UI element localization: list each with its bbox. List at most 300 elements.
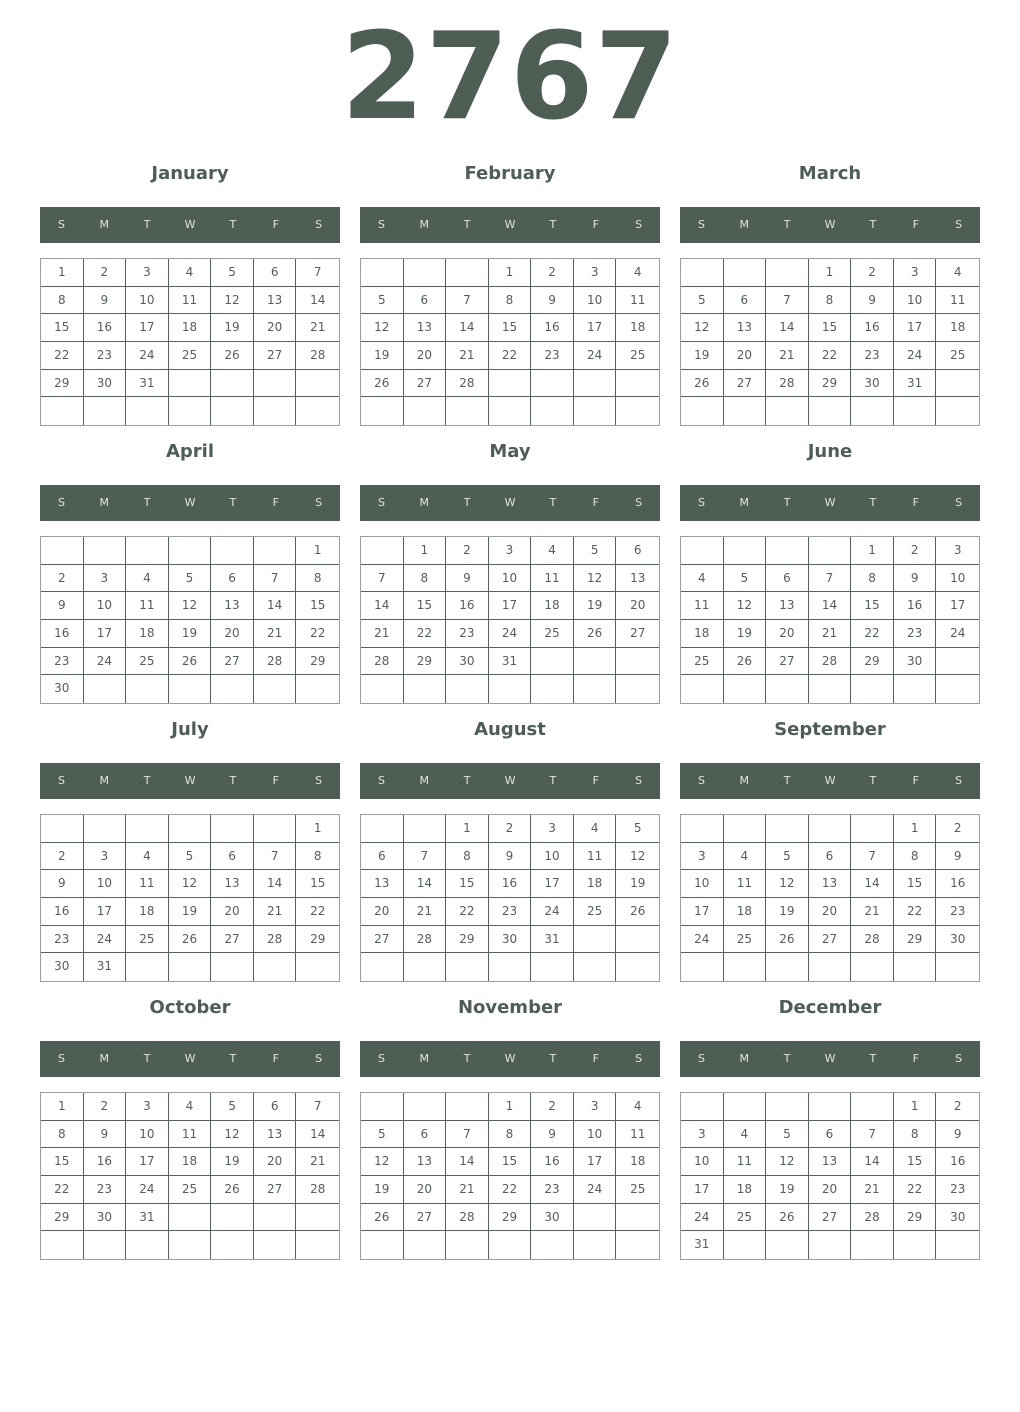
- weekday-label: M: [739, 218, 750, 231]
- day-cell: 30: [894, 648, 937, 676]
- weekday-label: T: [463, 496, 471, 509]
- day-cell: [724, 953, 767, 981]
- day-cell: 25: [531, 620, 574, 648]
- day-cell: 2: [84, 259, 127, 287]
- day-cell: 27: [724, 370, 767, 398]
- day-cell: [296, 370, 339, 398]
- day-cell: 6: [404, 1121, 447, 1149]
- day-cell: [446, 397, 489, 425]
- day-cell: [126, 537, 169, 565]
- day-cell: 4: [169, 259, 212, 287]
- day-cell: 20: [211, 898, 254, 926]
- day-cell: 9: [894, 565, 937, 593]
- day-cell: [211, 953, 254, 981]
- month-title: August: [474, 719, 546, 740]
- day-cell: 27: [616, 620, 659, 648]
- month-title: July: [171, 719, 209, 740]
- month-title: May: [489, 441, 531, 462]
- day-cell: 2: [446, 537, 489, 565]
- day-cell: 18: [531, 592, 574, 620]
- day-cell: [936, 370, 979, 398]
- day-cell: 22: [296, 620, 339, 648]
- day-cell: 24: [84, 926, 127, 954]
- day-cell: [766, 815, 809, 843]
- day-cell: [446, 259, 489, 287]
- month-title: March: [798, 163, 862, 184]
- day-cell: 8: [41, 287, 84, 315]
- day-cell: 11: [126, 592, 169, 620]
- day-cell: 25: [126, 648, 169, 676]
- day-cell: 31: [126, 370, 169, 398]
- day-cell: [766, 1231, 809, 1259]
- day-grid: [680, 536, 980, 704]
- day-cell: 10: [681, 870, 724, 898]
- day-grid: [40, 814, 340, 982]
- day-cell: 24: [489, 620, 532, 648]
- day-cell: 12: [766, 870, 809, 898]
- day-cell: 9: [851, 287, 894, 315]
- day-cell: [41, 537, 84, 565]
- day-cell: [169, 675, 212, 703]
- day-cell: [574, 648, 617, 676]
- day-cell: 2: [531, 259, 574, 287]
- day-cell: 10: [894, 287, 937, 315]
- day-cell: 31: [681, 1231, 724, 1259]
- day-cell: 6: [211, 565, 254, 593]
- day-cell: 1: [404, 537, 447, 565]
- day-cell: 8: [446, 843, 489, 871]
- day-cell: 15: [296, 870, 339, 898]
- day-cell: [169, 537, 212, 565]
- day-cell: 7: [851, 843, 894, 871]
- weekday-header: [680, 207, 980, 243]
- weekday-header: [680, 485, 980, 521]
- day-cell: 16: [531, 1148, 574, 1176]
- day-cell: 16: [936, 1148, 979, 1176]
- day-cell: [574, 397, 617, 425]
- day-cell: 27: [766, 648, 809, 676]
- weekday-header: [680, 1041, 980, 1077]
- day-cell: 9: [84, 1121, 127, 1149]
- day-cell: [851, 953, 894, 981]
- day-cell: 19: [211, 314, 254, 342]
- weekday-label: S: [377, 218, 385, 231]
- weekday-label: T: [783, 496, 791, 509]
- day-cell: 3: [126, 1093, 169, 1121]
- day-cell: 1: [894, 815, 937, 843]
- day-cell: 15: [809, 314, 852, 342]
- day-cell: 15: [489, 314, 532, 342]
- day-cell: 29: [41, 1204, 84, 1232]
- day-cell: [531, 1231, 574, 1259]
- weekday-label: W: [184, 218, 196, 231]
- day-cell: 24: [681, 926, 724, 954]
- weekday-label: T: [869, 218, 877, 231]
- day-cell: 5: [169, 565, 212, 593]
- day-cell: 14: [446, 1148, 489, 1176]
- day-cell: [296, 953, 339, 981]
- day-grid: [40, 258, 340, 426]
- weekday-label: S: [955, 1052, 963, 1065]
- weekday-label: F: [272, 774, 279, 787]
- weekday-header: [360, 1041, 660, 1077]
- weekday-label: S: [697, 774, 705, 787]
- day-cell: 12: [681, 314, 724, 342]
- day-cell: [531, 370, 574, 398]
- day-cell: [616, 675, 659, 703]
- day-cell: 6: [724, 287, 767, 315]
- day-cell: 12: [211, 287, 254, 315]
- day-cell: [41, 1231, 84, 1259]
- weekday-label: T: [229, 218, 237, 231]
- day-cell: [254, 1231, 297, 1259]
- month-november: [360, 994, 660, 1264]
- day-cell: 23: [531, 1176, 574, 1204]
- day-cell: 13: [616, 565, 659, 593]
- day-cell: [681, 815, 724, 843]
- day-cell: [169, 1231, 212, 1259]
- day-cell: 7: [446, 287, 489, 315]
- day-cell: 25: [681, 648, 724, 676]
- day-cell: [851, 1231, 894, 1259]
- day-cell: 5: [361, 1121, 404, 1149]
- weekday-label: T: [229, 1052, 237, 1065]
- day-cell: 27: [404, 370, 447, 398]
- day-cell: [126, 675, 169, 703]
- day-cell: 9: [84, 287, 127, 315]
- day-cell: 23: [936, 898, 979, 926]
- day-cell: 24: [936, 620, 979, 648]
- day-cell: 8: [41, 1121, 84, 1149]
- day-cell: 2: [936, 1093, 979, 1121]
- day-grid: [360, 536, 660, 704]
- day-cell: 8: [489, 287, 532, 315]
- day-cell: 3: [681, 843, 724, 871]
- day-cell: 16: [41, 898, 84, 926]
- day-cell: 29: [404, 648, 447, 676]
- day-cell: 29: [851, 648, 894, 676]
- day-cell: 10: [489, 565, 532, 593]
- weekday-label: F: [272, 496, 279, 509]
- day-cell: 14: [446, 314, 489, 342]
- weekday-label: M: [739, 774, 750, 787]
- day-cell: 10: [126, 287, 169, 315]
- day-cell: 4: [126, 565, 169, 593]
- day-cell: 7: [809, 565, 852, 593]
- day-cell: 19: [574, 592, 617, 620]
- day-cell: 31: [84, 953, 127, 981]
- day-cell: 30: [851, 370, 894, 398]
- month-october: [40, 994, 340, 1264]
- day-cell: 4: [574, 815, 617, 843]
- day-cell: [616, 397, 659, 425]
- day-cell: [574, 1204, 617, 1232]
- day-cell: [936, 675, 979, 703]
- weekday-label: F: [272, 218, 279, 231]
- day-cell: 31: [894, 370, 937, 398]
- day-cell: 7: [254, 565, 297, 593]
- day-cell: 10: [936, 565, 979, 593]
- day-cell: [894, 397, 937, 425]
- day-cell: 5: [681, 287, 724, 315]
- weekday-label: S: [57, 496, 65, 509]
- day-cell: 10: [531, 843, 574, 871]
- day-cell: [574, 926, 617, 954]
- day-cell: [84, 397, 127, 425]
- day-cell: 24: [681, 1204, 724, 1232]
- day-cell: 11: [724, 870, 767, 898]
- weekday-label: S: [57, 218, 65, 231]
- day-cell: 23: [489, 898, 532, 926]
- day-cell: 19: [361, 342, 404, 370]
- day-cell: 22: [446, 898, 489, 926]
- day-cell: [851, 1093, 894, 1121]
- day-cell: 5: [574, 537, 617, 565]
- day-cell: 14: [254, 592, 297, 620]
- day-cell: [84, 537, 127, 565]
- day-grid: [680, 814, 980, 982]
- day-cell: 25: [724, 1204, 767, 1232]
- day-cell: [254, 675, 297, 703]
- weekday-label: T: [549, 1052, 557, 1065]
- day-cell: [446, 953, 489, 981]
- day-cell: 6: [254, 259, 297, 287]
- month-title: November: [457, 997, 563, 1018]
- day-cell: 16: [851, 314, 894, 342]
- day-cell: [894, 1231, 937, 1259]
- day-cell: 30: [489, 926, 532, 954]
- weekday-header: [40, 207, 340, 243]
- day-cell: 1: [446, 815, 489, 843]
- day-cell: 7: [296, 259, 339, 287]
- day-cell: 21: [254, 620, 297, 648]
- day-cell: [404, 815, 447, 843]
- day-cell: 17: [84, 620, 127, 648]
- day-cell: 23: [894, 620, 937, 648]
- day-cell: 23: [446, 620, 489, 648]
- day-cell: 20: [211, 620, 254, 648]
- day-cell: 25: [616, 1176, 659, 1204]
- day-cell: 22: [851, 620, 894, 648]
- day-cell: 11: [724, 1148, 767, 1176]
- day-cell: 15: [41, 1148, 84, 1176]
- month-april: [40, 438, 340, 708]
- month-title: February: [464, 163, 556, 184]
- day-cell: 25: [169, 1176, 212, 1204]
- day-cell: 19: [169, 898, 212, 926]
- day-cell: 13: [724, 314, 767, 342]
- weekday-label: S: [315, 1052, 323, 1065]
- day-cell: 14: [851, 1148, 894, 1176]
- day-cell: 16: [894, 592, 937, 620]
- day-cell: [361, 1231, 404, 1259]
- day-cell: 7: [851, 1121, 894, 1149]
- day-cell: [809, 1231, 852, 1259]
- weekday-label: T: [229, 496, 237, 509]
- weekday-label: M: [99, 496, 110, 509]
- day-cell: 1: [894, 1093, 937, 1121]
- weekday-header: [680, 763, 980, 799]
- day-cell: [361, 537, 404, 565]
- weekday-label: M: [419, 496, 430, 509]
- day-cell: 26: [574, 620, 617, 648]
- day-cell: 30: [936, 1204, 979, 1232]
- day-cell: 17: [84, 898, 127, 926]
- day-cell: 7: [446, 1121, 489, 1149]
- day-cell: 25: [724, 926, 767, 954]
- weekday-label: W: [824, 1052, 836, 1065]
- day-cell: [404, 1093, 447, 1121]
- day-cell: 9: [41, 592, 84, 620]
- day-cell: 9: [41, 870, 84, 898]
- day-cell: 4: [169, 1093, 212, 1121]
- weekday-label: F: [912, 218, 919, 231]
- day-cell: 25: [169, 342, 212, 370]
- day-cell: [84, 815, 127, 843]
- day-cell: 23: [41, 648, 84, 676]
- day-cell: 3: [84, 565, 127, 593]
- day-cell: 28: [296, 1176, 339, 1204]
- day-cell: 1: [851, 537, 894, 565]
- day-cell: 12: [169, 592, 212, 620]
- day-cell: [296, 675, 339, 703]
- day-cell: 20: [361, 898, 404, 926]
- weekday-label: S: [315, 218, 323, 231]
- day-cell: [211, 815, 254, 843]
- day-cell: 9: [936, 843, 979, 871]
- day-cell: [489, 370, 532, 398]
- day-cell: 8: [404, 565, 447, 593]
- day-cell: 19: [766, 898, 809, 926]
- day-cell: 25: [936, 342, 979, 370]
- weekday-label: T: [783, 1052, 791, 1065]
- day-cell: 6: [809, 843, 852, 871]
- day-cell: [404, 259, 447, 287]
- weekday-label: S: [377, 774, 385, 787]
- day-cell: 5: [211, 1093, 254, 1121]
- day-cell: 6: [616, 537, 659, 565]
- day-cell: 15: [404, 592, 447, 620]
- day-cell: 30: [41, 953, 84, 981]
- day-cell: 4: [681, 565, 724, 593]
- day-cell: 21: [361, 620, 404, 648]
- day-cell: 10: [681, 1148, 724, 1176]
- day-cell: 21: [766, 342, 809, 370]
- day-cell: 22: [489, 1176, 532, 1204]
- day-cell: 26: [724, 648, 767, 676]
- day-cell: 17: [126, 1148, 169, 1176]
- day-cell: 21: [446, 1176, 489, 1204]
- day-cell: 11: [169, 1121, 212, 1149]
- day-cell: [169, 370, 212, 398]
- day-cell: [211, 1204, 254, 1232]
- day-cell: [724, 675, 767, 703]
- day-cell: [936, 397, 979, 425]
- day-cell: [169, 1204, 212, 1232]
- weekday-label: W: [184, 1052, 196, 1065]
- weekday-label: T: [869, 496, 877, 509]
- day-cell: 22: [296, 898, 339, 926]
- day-cell: 15: [446, 870, 489, 898]
- day-cell: [724, 1231, 767, 1259]
- day-cell: 14: [296, 287, 339, 315]
- day-cell: 26: [211, 1176, 254, 1204]
- weekday-label: F: [912, 1052, 919, 1065]
- day-cell: 1: [809, 259, 852, 287]
- month-june: [680, 438, 980, 708]
- day-cell: [894, 953, 937, 981]
- day-cell: 3: [489, 537, 532, 565]
- day-cell: 5: [766, 1121, 809, 1149]
- day-cell: 3: [936, 537, 979, 565]
- day-cell: 10: [574, 1121, 617, 1149]
- day-cell: 11: [616, 287, 659, 315]
- month-february: [360, 160, 660, 430]
- day-cell: 25: [126, 926, 169, 954]
- day-cell: 25: [616, 342, 659, 370]
- day-cell: 28: [296, 342, 339, 370]
- day-cell: 15: [489, 1148, 532, 1176]
- day-cell: [211, 370, 254, 398]
- weekday-label: W: [504, 774, 516, 787]
- day-cell: 14: [404, 870, 447, 898]
- day-cell: [254, 1204, 297, 1232]
- day-cell: 8: [894, 1121, 937, 1149]
- day-cell: [936, 1231, 979, 1259]
- day-cell: [361, 815, 404, 843]
- day-cell: 21: [254, 898, 297, 926]
- day-cell: [531, 648, 574, 676]
- day-cell: 22: [41, 342, 84, 370]
- day-cell: 10: [126, 1121, 169, 1149]
- weekday-label: S: [955, 496, 963, 509]
- day-grid: [40, 1092, 340, 1260]
- day-cell: 15: [851, 592, 894, 620]
- day-cell: 18: [169, 314, 212, 342]
- day-cell: 3: [531, 815, 574, 843]
- day-cell: 26: [211, 342, 254, 370]
- weekday-label: W: [184, 774, 196, 787]
- day-cell: 7: [254, 843, 297, 871]
- day-cell: 1: [296, 537, 339, 565]
- day-cell: 2: [41, 565, 84, 593]
- day-cell: [531, 397, 574, 425]
- day-cell: [616, 370, 659, 398]
- day-cell: 12: [724, 592, 767, 620]
- day-cell: [851, 815, 894, 843]
- day-cell: 27: [254, 1176, 297, 1204]
- day-cell: 7: [296, 1093, 339, 1121]
- month-july: [40, 716, 340, 986]
- day-cell: 26: [766, 1204, 809, 1232]
- day-cell: 18: [681, 620, 724, 648]
- day-cell: 28: [851, 1204, 894, 1232]
- day-cell: 7: [404, 843, 447, 871]
- day-cell: 23: [41, 926, 84, 954]
- weekday-label: M: [99, 774, 110, 787]
- day-cell: 28: [254, 926, 297, 954]
- weekday-header: [40, 1041, 340, 1077]
- day-cell: 3: [84, 843, 127, 871]
- weekday-label: S: [955, 218, 963, 231]
- day-cell: 30: [84, 1204, 127, 1232]
- day-cell: [361, 953, 404, 981]
- day-grid: [360, 258, 660, 426]
- day-cell: 17: [126, 314, 169, 342]
- day-cell: [681, 537, 724, 565]
- day-cell: [404, 1231, 447, 1259]
- day-cell: 28: [404, 926, 447, 954]
